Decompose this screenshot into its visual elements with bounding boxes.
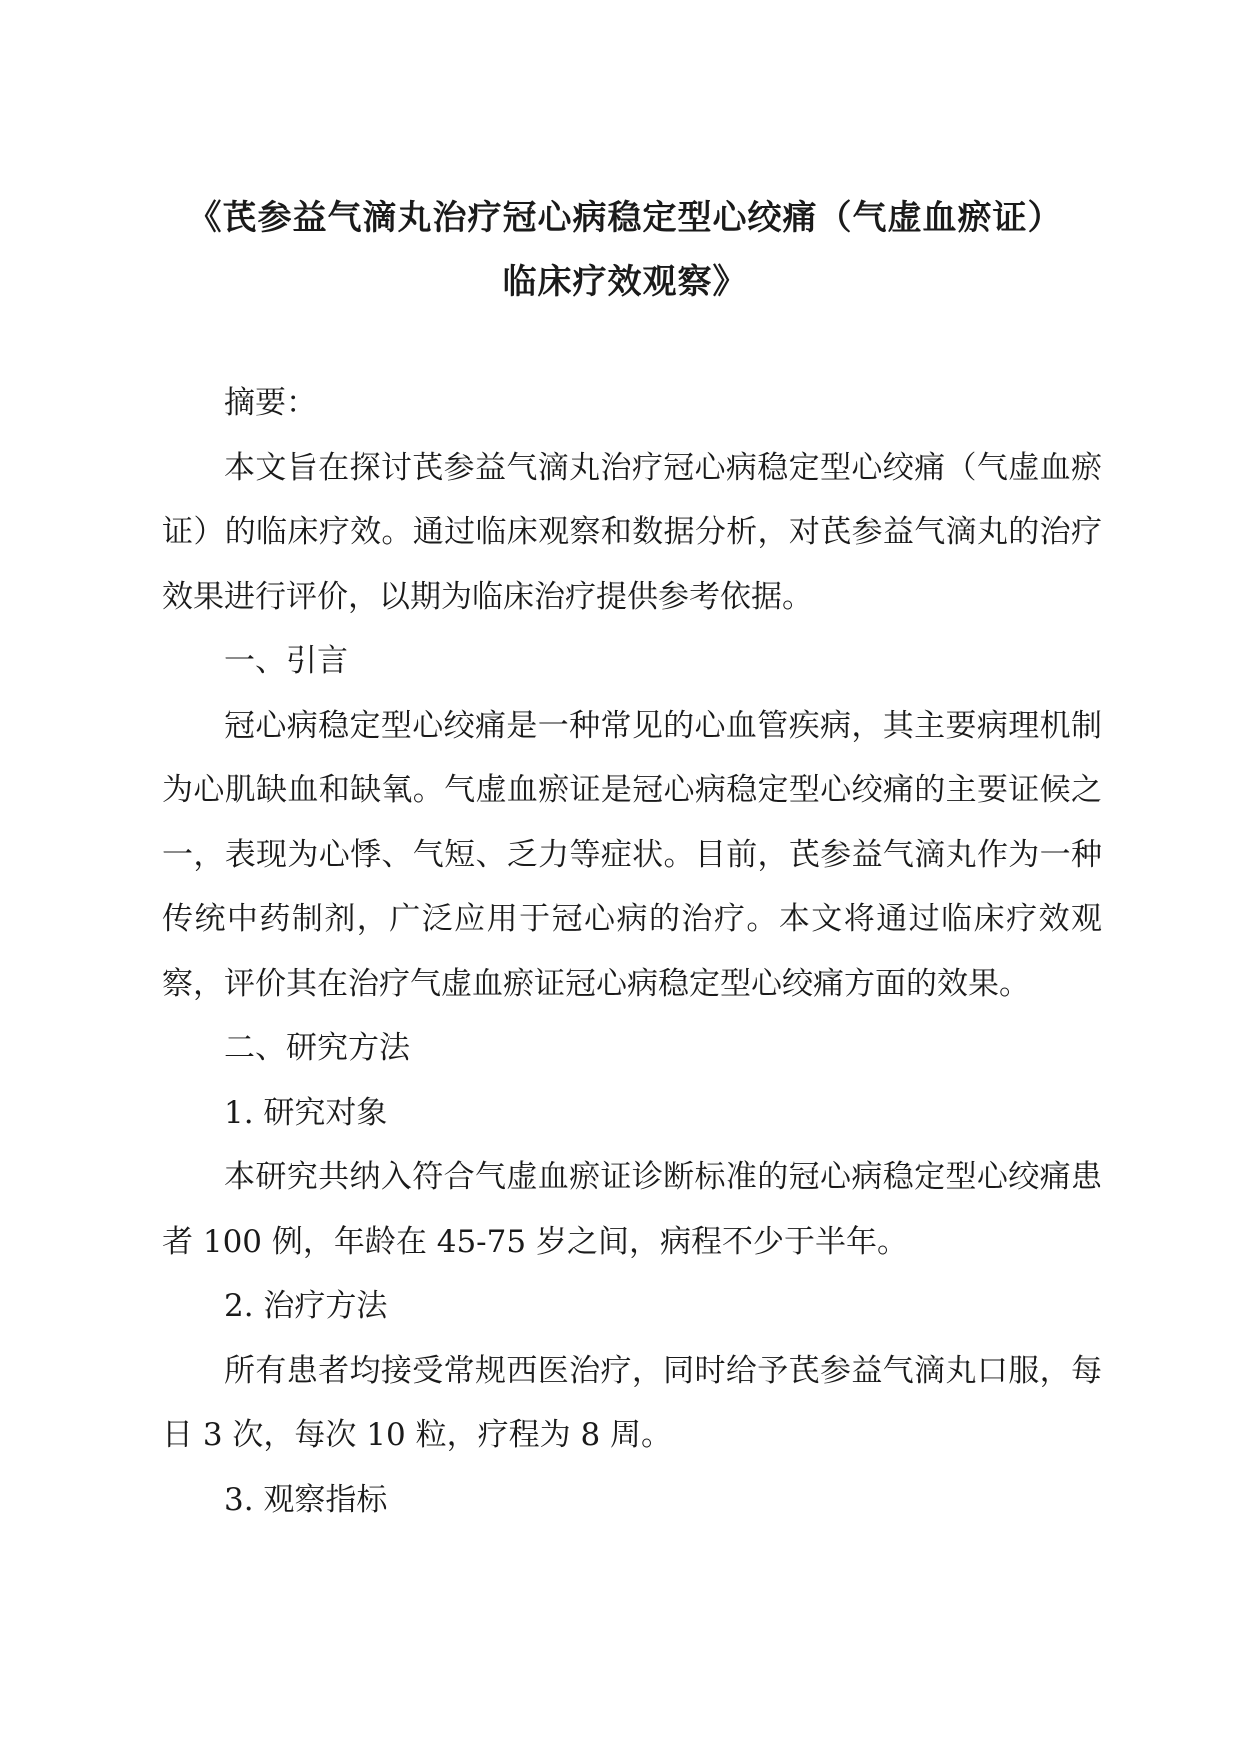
document-body	[162, 371, 1102, 1532]
abstract-heading: 摘要：	[224, 385, 317, 421]
treatment-text: 所有患者均接受常规西医治疗，同时给予芪参益气滴丸口服，每日 3 次，每次 10 粒，疗程为 8 周。	[162, 1352, 1102, 1453]
intro-text: 冠心病稳定型心绞痛是一种常见的心血管疾病，其主要病理机制为心肌缺血和缺氧。气虚血瘀证是冠心病稳定型心绞痛的主要证候之一，表现为心悸、气短、乏力等症状。目前，芪参益气滴丸作为一种传统中药制剂，广泛应用于冠心病的治疗。本文将通过临床疗效观察，评价其在治疗气虚血瘀证冠心病稳定型心绞痛方面的效果。	[162, 707, 1102, 1002]
subjects-heading: 1. 研究对象	[224, 1094, 388, 1131]
subjects-text: 本研究共纳入符合气虚血瘀证诊断标准的冠心病稳定型心绞痛患者 100 例，年龄在 45-75 岁之间，病程不少于半年。	[162, 1159, 1102, 1260]
treatment-heading: 2. 治疗方法	[224, 1288, 388, 1324]
abstract-text: 本文旨在探讨芪参益气滴丸治疗冠心病稳定型心绞痛（气虚血瘀证）的临床疗效。通过临床观察和数据分析，对芪参益气滴丸的治疗效果进行评价，以期为临床治疗提供参考依据。	[162, 449, 1102, 615]
indicators-heading: 3. 观察指标	[224, 1481, 388, 1518]
methods-heading: 二、研究方法	[224, 1030, 410, 1066]
document-title-line-2: 临床疗效观察》	[502, 262, 748, 302]
intro-heading: 一、引言	[224, 643, 348, 679]
document-title-line-1: 《芪参益气滴丸治疗冠心病稳定型心绞痛（气虚血瘀证）	[187, 198, 1063, 238]
